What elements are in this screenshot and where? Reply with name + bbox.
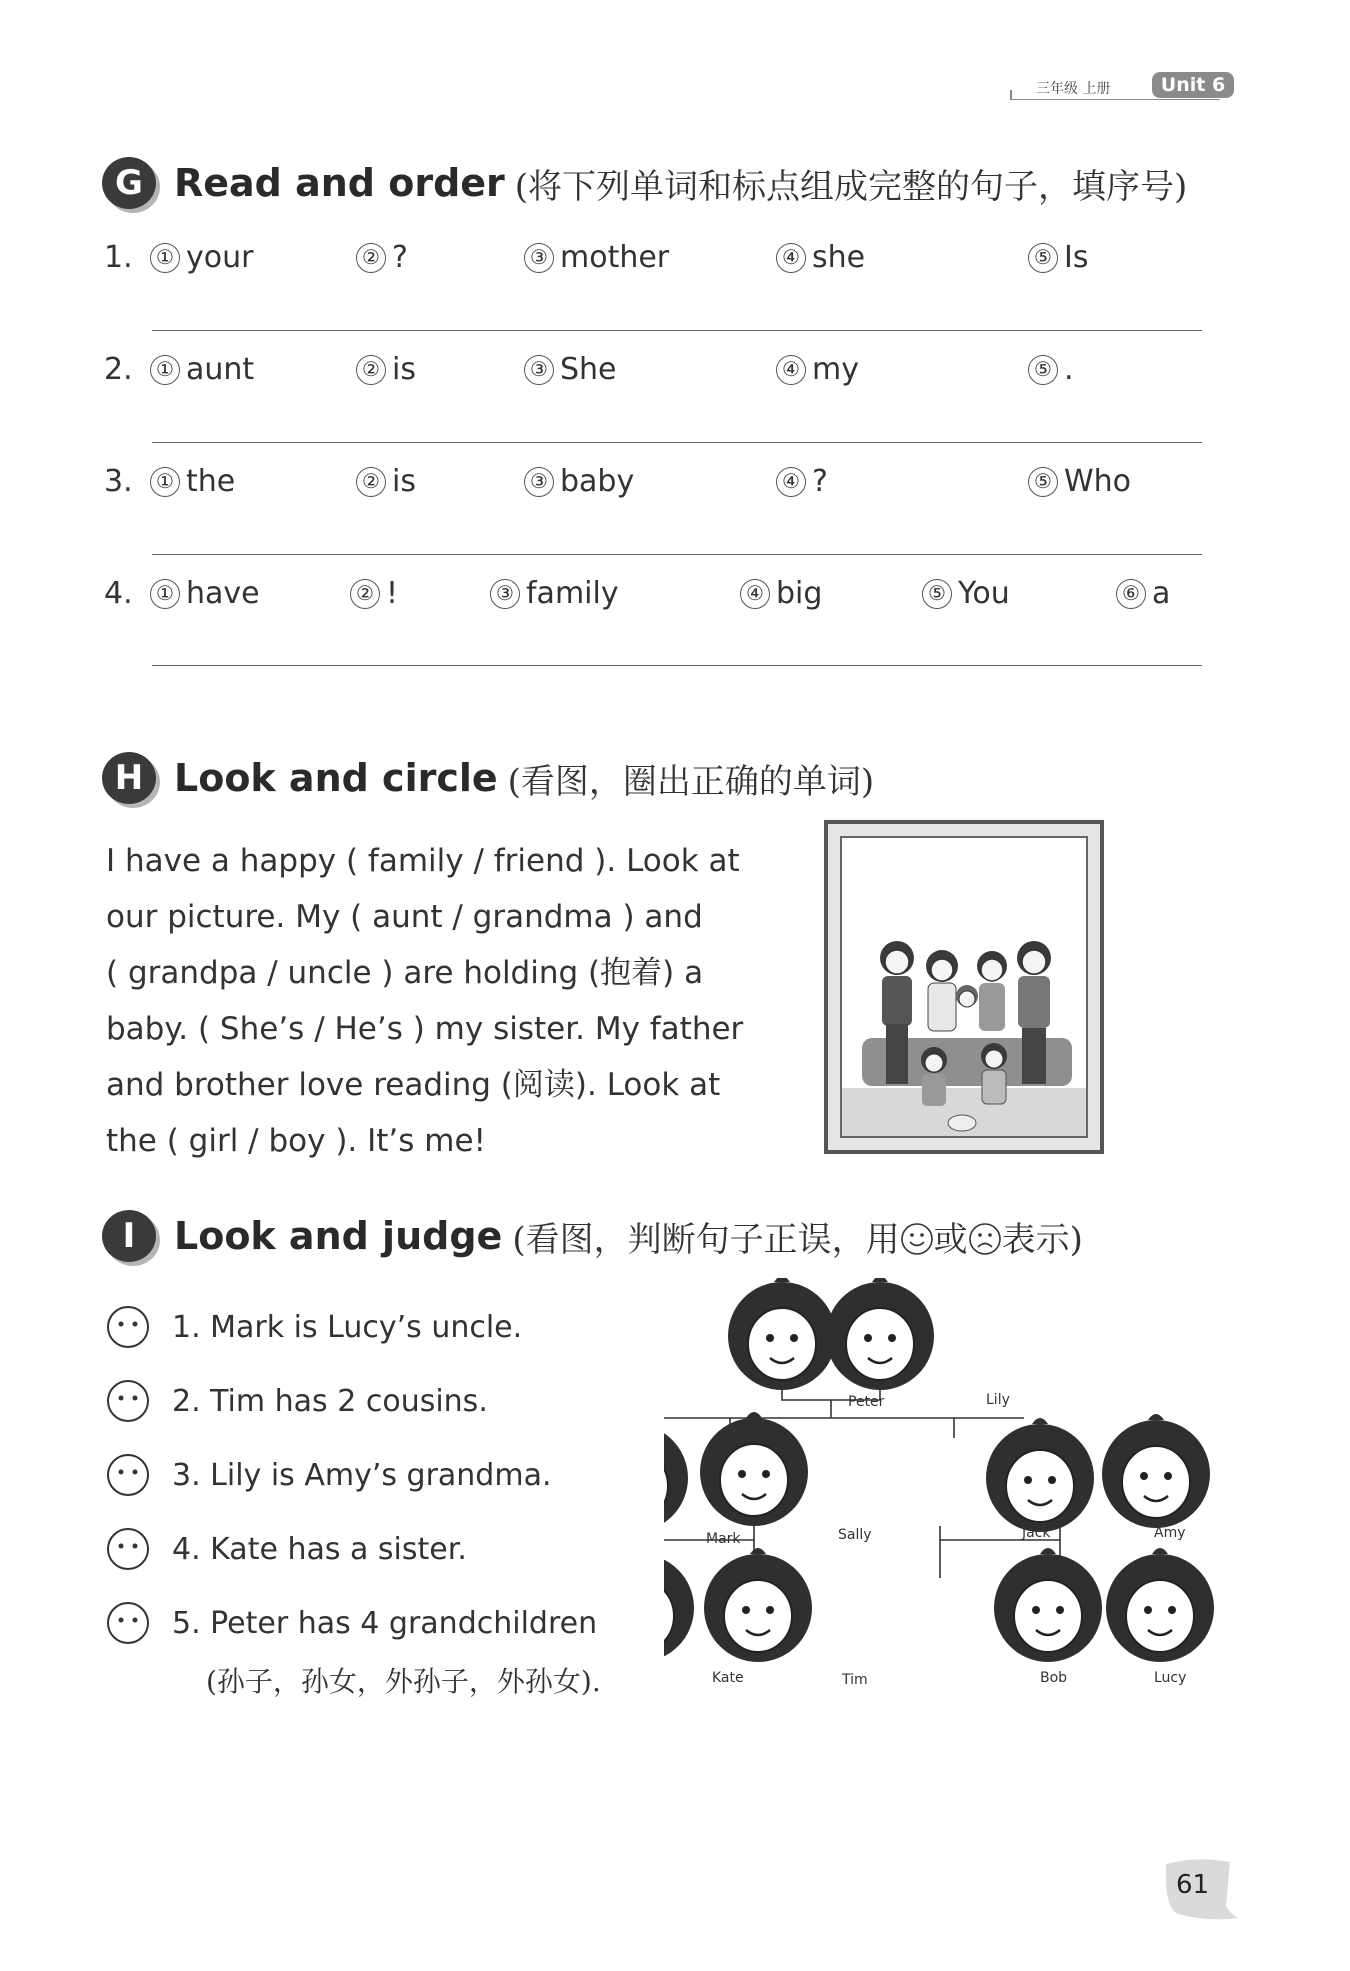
order-option bbox=[1028, 464, 1131, 499]
option-number: ① bbox=[150, 355, 180, 385]
passage-line: the ( girl / boy ). It’s me! bbox=[106, 1123, 486, 1159]
option-number: ⑤ bbox=[1028, 355, 1058, 385]
blank-face-icon[interactable] bbox=[106, 1527, 150, 1571]
tree-name-amy: Amy bbox=[1154, 1525, 1186, 1541]
title-cn-part: (看图，判断句子正误，用 bbox=[512, 1219, 900, 1260]
section-g-title-en: Read and order bbox=[174, 161, 505, 205]
order-option bbox=[776, 240, 865, 275]
judge-statement: 5. Peter has 4 grandchildren bbox=[172, 1605, 598, 1641]
option-number: ② bbox=[356, 243, 386, 273]
judge-item-3 bbox=[106, 1450, 552, 1500]
section-g-title-cn: (将下列单词和标点组成完整的句子，填序号) bbox=[514, 166, 1188, 207]
judge-item-5-note: (孙子，孙女，外孙子，外孙女). bbox=[206, 1665, 601, 1698]
option-word: She bbox=[560, 352, 617, 387]
option-word: mother bbox=[560, 240, 670, 275]
order-option bbox=[524, 352, 617, 387]
smile-face-icon bbox=[900, 1222, 934, 1256]
family-photo-illustration bbox=[842, 838, 1088, 1138]
order-row-2 bbox=[104, 352, 1204, 412]
section-i-title-en: Look and judge bbox=[174, 1214, 503, 1258]
title-cn-part: 表示) bbox=[1001, 1219, 1083, 1260]
order-option bbox=[356, 352, 416, 387]
order-option bbox=[356, 464, 416, 499]
option-word: is bbox=[392, 352, 416, 387]
page-number: 61 bbox=[1176, 1870, 1210, 1900]
tree-name-lily: Lily bbox=[986, 1392, 1010, 1408]
section-i-title bbox=[102, 1210, 1083, 1262]
option-number: ③ bbox=[524, 355, 554, 385]
section-h-title-cn: (看图，圈出正确的单词) bbox=[507, 761, 875, 802]
order-option bbox=[150, 576, 260, 611]
tree-name-kate: Kate bbox=[712, 1670, 744, 1686]
tree-name-sally: Sally bbox=[838, 1527, 872, 1543]
tree-name-tim: Tim bbox=[842, 1672, 868, 1688]
option-word: baby bbox=[560, 464, 635, 499]
option-number: ③ bbox=[524, 243, 554, 273]
option-word: ? bbox=[392, 240, 408, 275]
section-g-badge: G bbox=[102, 157, 156, 209]
order-option bbox=[1116, 576, 1170, 611]
passage-line: ( grandpa / uncle ) are holding (抱着) a bbox=[106, 955, 704, 991]
family-photo-frame bbox=[824, 820, 1104, 1154]
answer-line-4[interactable] bbox=[152, 665, 1202, 666]
judge-item-5 bbox=[106, 1598, 597, 1648]
option-number: ④ bbox=[740, 579, 770, 609]
tree-name-lucy: Lucy bbox=[1154, 1670, 1187, 1686]
order-option bbox=[524, 464, 634, 499]
tree-name-jack: Jack bbox=[1022, 1525, 1051, 1541]
header-rule-tick bbox=[1010, 90, 1012, 100]
option-word: have bbox=[186, 576, 260, 611]
order-row-4 bbox=[104, 576, 1204, 636]
section-g-title bbox=[102, 157, 1187, 209]
judge-item-4 bbox=[106, 1524, 467, 1574]
order-row-number: 4. bbox=[104, 576, 133, 611]
blank-face-icon[interactable] bbox=[106, 1379, 150, 1423]
section-i-badge: I bbox=[102, 1210, 156, 1262]
order-option bbox=[922, 576, 1010, 611]
answer-line-2[interactable] bbox=[152, 442, 1202, 443]
option-number: ④ bbox=[776, 243, 806, 273]
option-number: ③ bbox=[490, 579, 520, 609]
order-row-3 bbox=[104, 464, 1204, 524]
option-word: your bbox=[186, 240, 254, 275]
order-option bbox=[490, 576, 619, 611]
order-option bbox=[524, 240, 669, 275]
family-tree bbox=[664, 1278, 1244, 1698]
section-h-title-en: Look and circle bbox=[174, 756, 498, 800]
order-option bbox=[776, 464, 828, 499]
option-word: family bbox=[526, 576, 619, 611]
option-word: a bbox=[1152, 576, 1171, 611]
header-rule bbox=[1010, 99, 1220, 100]
option-number: ④ bbox=[776, 467, 806, 497]
title-cn-part: 或 bbox=[933, 1219, 968, 1260]
order-option bbox=[776, 352, 859, 387]
passage-line: and brother love reading (阅读). Look at bbox=[106, 1067, 721, 1103]
order-option bbox=[150, 240, 253, 275]
option-word: aunt bbox=[186, 352, 255, 387]
tree-name-peter: Peter bbox=[848, 1394, 885, 1410]
order-row-number: 2. bbox=[104, 352, 133, 387]
family-photo bbox=[840, 836, 1088, 1138]
passage-line: baby. ( She’s / He’s ) my sister. My father bbox=[106, 1011, 744, 1047]
sad-face-icon bbox=[968, 1222, 1002, 1256]
header-grade: 三年级 上册 bbox=[1032, 78, 1114, 98]
option-number: ④ bbox=[776, 355, 806, 385]
judge-item-1 bbox=[106, 1302, 522, 1352]
passage-line: our picture. My ( aunt / grandma ) and bbox=[106, 899, 703, 935]
tree-name-mark: Mark bbox=[706, 1531, 741, 1547]
page-header bbox=[1010, 70, 1232, 104]
order-option bbox=[150, 352, 254, 387]
judge-statement: 3. Lily is Amy’s grandma. bbox=[172, 1457, 552, 1493]
blank-face-icon[interactable] bbox=[106, 1305, 150, 1349]
order-row-1 bbox=[104, 240, 1204, 300]
header-unit-badge: Unit 6 bbox=[1152, 72, 1234, 98]
tree-name-bob: Bob bbox=[1040, 1670, 1068, 1686]
blank-face-icon[interactable] bbox=[106, 1601, 150, 1645]
order-row-number: 3. bbox=[104, 464, 133, 499]
option-word: is bbox=[392, 464, 416, 499]
order-row-number: 1. bbox=[104, 240, 133, 275]
order-option bbox=[740, 576, 822, 611]
option-number: ⑤ bbox=[1028, 243, 1058, 273]
option-word: big bbox=[776, 576, 823, 611]
option-word: Is bbox=[1064, 240, 1089, 275]
option-number: ⑤ bbox=[922, 579, 952, 609]
answer-line-1[interactable] bbox=[152, 330, 1202, 331]
option-number: ⑥ bbox=[1116, 579, 1146, 609]
option-word: she bbox=[812, 240, 866, 275]
order-option bbox=[356, 240, 408, 275]
judge-item-2 bbox=[106, 1376, 488, 1426]
option-number: ② bbox=[356, 467, 386, 497]
blank-face-icon[interactable] bbox=[106, 1453, 150, 1497]
option-number: ① bbox=[150, 467, 180, 497]
option-word: You bbox=[958, 576, 1010, 611]
option-number: ③ bbox=[524, 467, 554, 497]
order-option bbox=[1028, 352, 1074, 387]
option-word: my bbox=[812, 352, 859, 387]
judge-statement: 4. Kate has a sister. bbox=[172, 1531, 467, 1567]
page-number-badge bbox=[1158, 1856, 1238, 1922]
judge-statement: 1. Mark is Lucy’s uncle. bbox=[172, 1309, 523, 1345]
section-i-title-cn bbox=[512, 1212, 1083, 1261]
option-word: . bbox=[1064, 352, 1074, 387]
order-option bbox=[1028, 240, 1088, 275]
option-number: ⑤ bbox=[1028, 467, 1058, 497]
section-h-badge: H bbox=[102, 752, 156, 804]
order-option bbox=[350, 576, 398, 611]
option-word: Who bbox=[1064, 464, 1132, 499]
passage-line: I have a happy ( family / friend ). Look at bbox=[106, 843, 740, 879]
option-word: the bbox=[186, 464, 236, 499]
option-number: ① bbox=[150, 579, 180, 609]
option-word: ? bbox=[812, 464, 828, 499]
order-option bbox=[150, 464, 235, 499]
section-h-title bbox=[102, 752, 874, 804]
option-number: ② bbox=[350, 579, 380, 609]
option-number: ② bbox=[356, 355, 386, 385]
answer-line-3[interactable] bbox=[152, 554, 1202, 555]
option-word: ! bbox=[386, 576, 399, 611]
option-number: ① bbox=[150, 243, 180, 273]
judge-statement: 2. Tim has 2 cousins. bbox=[172, 1383, 488, 1419]
section-h-passage bbox=[106, 833, 766, 1169]
